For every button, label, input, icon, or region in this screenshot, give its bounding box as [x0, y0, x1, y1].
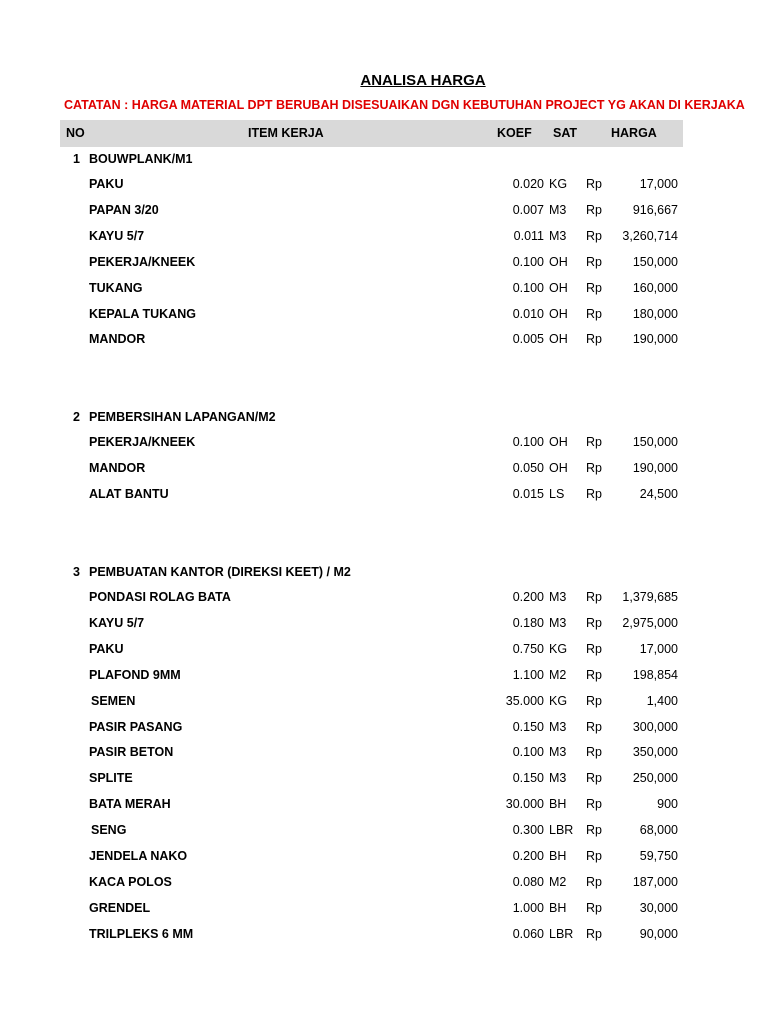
item-name: PASIR BETON	[89, 745, 174, 760]
item-price: 900	[657, 797, 678, 812]
item-name: SENG	[91, 823, 127, 838]
item-price: 1,400	[646, 693, 678, 708]
item-koef: 0.007	[512, 202, 544, 217]
section-number: 2	[73, 410, 80, 424]
item-price: 160,000	[632, 280, 678, 295]
item-unit: M2	[549, 874, 567, 889]
item-koef: 0.100	[512, 745, 544, 760]
item-koef: 0.050	[512, 460, 544, 475]
item-price: 24,500	[639, 486, 678, 501]
item-name: KEPALA TUKANG	[89, 306, 196, 321]
table-row	[0, 668, 768, 688]
page-title: ANALISA HARGA	[360, 72, 486, 89]
item-name: PAKU	[89, 177, 124, 191]
table-row	[0, 797, 768, 817]
item-name: PASIR PASANG	[89, 719, 183, 734]
item-currency: Rp	[586, 177, 602, 191]
item-unit: OH	[549, 435, 568, 449]
header-koef: KOEF	[497, 126, 532, 140]
item-currency: Rp	[586, 202, 602, 217]
item-unit: BH	[549, 900, 567, 915]
item-price: 198,854	[632, 667, 678, 682]
item-koef: 1.100	[512, 667, 544, 682]
item-currency: Rp	[586, 849, 602, 863]
item-unit: M3	[549, 590, 567, 604]
item-name: PAKU	[89, 641, 124, 656]
item-unit: M3	[549, 202, 567, 217]
header-no: NO	[66, 126, 85, 140]
item-koef: 0.080	[512, 874, 544, 889]
item-currency: Rp	[586, 641, 602, 656]
item-name: PAPAN 3/20	[89, 202, 159, 217]
item-name: TRILPLEKS 6 MM	[89, 926, 194, 941]
section-header	[0, 152, 768, 172]
item-name: TUKANG	[89, 280, 143, 295]
header-item: ITEM KERJA	[248, 126, 324, 140]
item-koef: 30.000	[505, 797, 544, 812]
item-unit: KG	[549, 641, 568, 656]
item-currency: Rp	[586, 590, 602, 604]
table-row	[0, 487, 768, 507]
item-name: ALAT BANTU	[89, 486, 169, 501]
table-row	[0, 901, 768, 921]
item-unit: M2	[549, 667, 567, 682]
section-name: PEMBUATAN KANTOR (DIREKSI KEET) / M2	[89, 565, 351, 579]
item-name: MANDOR	[89, 460, 146, 475]
item-koef: 1.000	[512, 900, 544, 915]
item-koef: 0.005	[512, 332, 544, 347]
item-koef: 0.100	[512, 254, 544, 269]
item-price: 68,000	[639, 823, 678, 838]
item-unit: KG	[549, 693, 568, 708]
item-unit: OH	[549, 332, 568, 347]
item-koef: 0.020	[512, 177, 544, 191]
item-koef: 0.011	[513, 228, 544, 243]
item-price: 916,667	[632, 202, 678, 217]
item-price: 17,000	[639, 177, 678, 191]
table-row	[0, 745, 768, 765]
item-currency: Rp	[586, 254, 602, 269]
table-row	[0, 875, 768, 895]
item-name: PLAFOND 9MM	[89, 667, 181, 682]
item-koef: 0.060	[512, 926, 544, 941]
section-name: PEMBERSIHAN LAPANGAN/M2	[89, 410, 276, 424]
table-row	[0, 203, 768, 223]
item-unit: BH	[549, 849, 567, 863]
item-unit: LBR	[549, 823, 574, 838]
item-price: 180,000	[632, 306, 678, 321]
item-currency: Rp	[586, 615, 602, 630]
item-unit: M3	[549, 719, 567, 734]
section-header	[0, 410, 768, 430]
item-currency: Rp	[586, 693, 602, 708]
item-unit: BH	[549, 797, 567, 812]
item-unit: LBR	[549, 926, 574, 941]
header-harga: HARGA	[611, 126, 657, 140]
table-row	[0, 307, 768, 327]
table-row	[0, 927, 768, 947]
table-row	[0, 642, 768, 662]
item-name: SPLITE	[89, 771, 133, 786]
item-price: 187,000	[632, 874, 678, 889]
item-koef: 0.150	[512, 771, 544, 786]
item-name: PEKERJA/KNEEK	[89, 435, 196, 449]
item-currency: Rp	[586, 926, 602, 941]
item-koef: 0.300	[512, 823, 544, 838]
item-koef: 0.010	[512, 306, 544, 321]
item-koef: 0.180	[512, 615, 544, 630]
table-row	[0, 332, 768, 352]
item-koef: 0.150	[512, 719, 544, 734]
item-name: JENDELA NAKO	[89, 849, 188, 863]
item-currency: Rp	[586, 874, 602, 889]
item-currency: Rp	[586, 228, 602, 243]
item-name: BATA MERAH	[89, 797, 171, 812]
table-row	[0, 281, 768, 301]
item-name: PONDASI ROLAG BATA	[89, 590, 231, 604]
header-sat: SAT	[553, 126, 578, 140]
item-koef: 0.100	[512, 280, 544, 295]
item-unit: M3	[549, 771, 567, 786]
item-koef: 35.000	[505, 693, 544, 708]
item-unit: OH	[549, 280, 568, 295]
section-header	[0, 565, 768, 585]
item-currency: Rp	[586, 745, 602, 760]
item-currency: Rp	[586, 900, 602, 915]
table-row	[0, 849, 768, 869]
item-price: 90,000	[639, 926, 678, 941]
item-unit: OH	[549, 460, 568, 475]
item-currency: Rp	[586, 771, 602, 786]
item-price: 2,975,000	[622, 615, 678, 630]
item-price: 190,000	[632, 332, 678, 347]
item-currency: Rp	[586, 280, 602, 295]
item-currency: Rp	[586, 667, 602, 682]
item-koef: 0.200	[512, 590, 544, 604]
item-unit: OH	[549, 254, 568, 269]
item-price: 300,000	[632, 719, 678, 734]
item-koef: 0.750	[512, 641, 544, 656]
table-row	[0, 229, 768, 249]
table-row	[0, 255, 768, 275]
item-price: 350,000	[632, 745, 678, 760]
item-price: 150,000	[632, 435, 678, 449]
item-currency: Rp	[586, 797, 602, 812]
item-name: KACA POLOS	[89, 874, 172, 889]
item-name: MANDOR	[89, 332, 146, 347]
item-unit: M3	[549, 615, 567, 630]
table-row	[0, 590, 768, 610]
table-row	[0, 694, 768, 714]
item-name: PEKERJA/KNEEK	[89, 254, 196, 269]
item-price: 1,379,685	[622, 590, 678, 604]
table-row	[0, 616, 768, 636]
item-koef: 0.100	[512, 435, 544, 449]
table-header	[60, 120, 683, 147]
item-unit: OH	[549, 306, 568, 321]
item-price: 59,750	[639, 849, 678, 863]
table-row	[0, 461, 768, 481]
item-price: 190,000	[632, 460, 678, 475]
section-number: 3	[73, 565, 80, 579]
item-price: 150,000	[632, 254, 678, 269]
price-note: CATATAN : HARGA MATERIAL DPT BERUBAH DISESUAIKAN DGN KEBUTUHAN PROJECT YG AKAN DI KERJAKA	[64, 98, 745, 112]
item-currency: Rp	[586, 823, 602, 838]
item-koef: 0.015	[512, 486, 544, 501]
item-price: 3,260,714	[622, 228, 678, 243]
item-koef: 0.200	[512, 849, 544, 863]
table-row	[0, 435, 768, 455]
item-name: SEMEN	[91, 693, 136, 708]
table-row	[0, 720, 768, 740]
section-name: BOUWPLANK/M1	[89, 152, 193, 166]
item-price: 250,000	[632, 771, 678, 786]
item-currency: Rp	[586, 460, 602, 475]
section-number: 1	[73, 152, 80, 166]
item-currency: Rp	[586, 486, 602, 501]
item-unit: M3	[549, 228, 567, 243]
item-unit: LS	[549, 486, 565, 501]
item-unit: KG	[549, 177, 568, 191]
item-price: 17,000	[639, 641, 678, 656]
item-unit: M3	[549, 745, 567, 760]
item-currency: Rp	[586, 306, 602, 321]
item-currency: Rp	[586, 435, 602, 449]
item-currency: Rp	[586, 719, 602, 734]
item-price: 30,000	[639, 900, 678, 915]
item-currency: Rp	[586, 332, 602, 347]
item-name: GRENDEL	[89, 900, 151, 915]
table-row	[0, 771, 768, 791]
table-row	[0, 823, 768, 843]
item-name: KAYU 5/7	[89, 615, 145, 630]
table-row	[0, 177, 768, 197]
item-name: KAYU 5/7	[89, 228, 145, 243]
